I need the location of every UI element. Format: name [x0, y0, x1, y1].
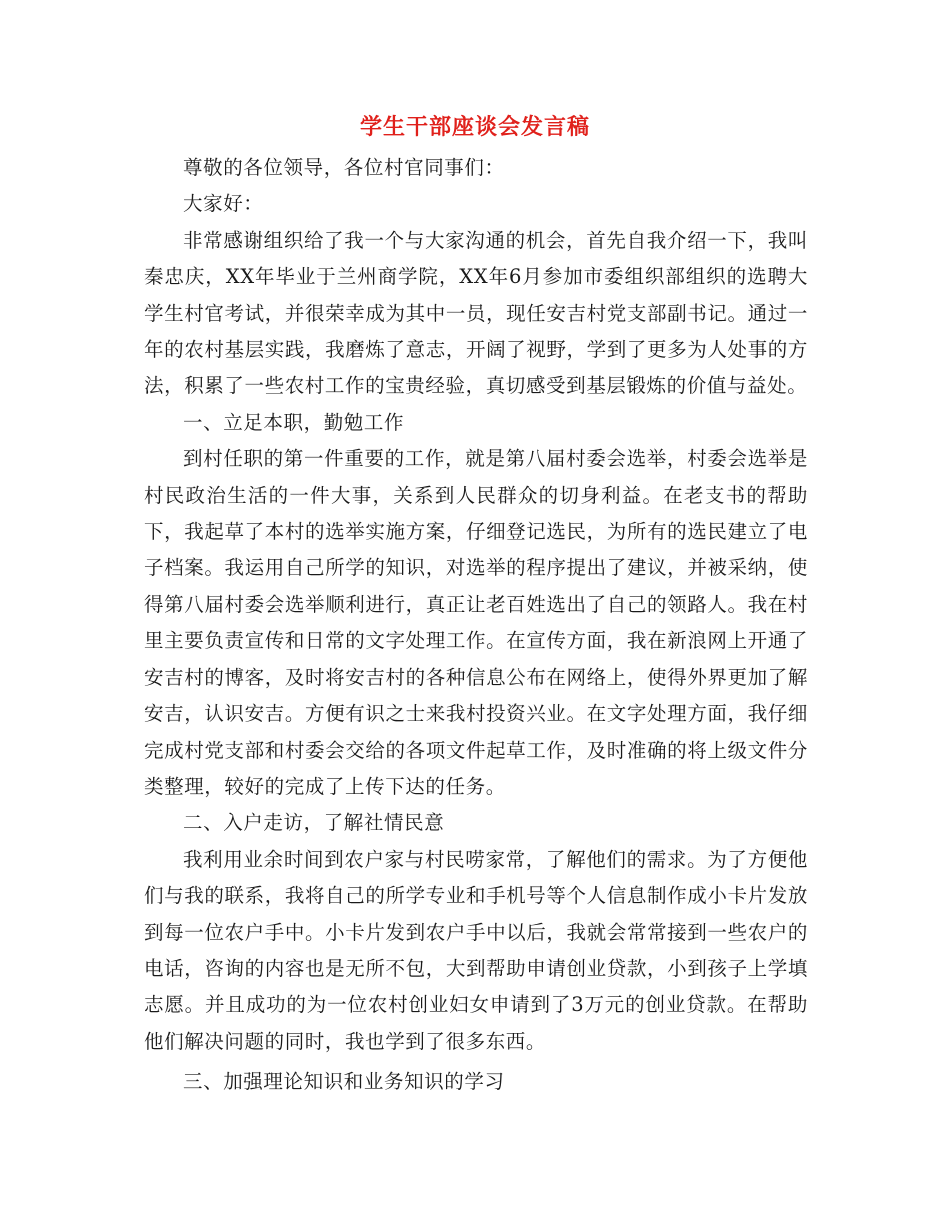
section-2-paragraph: 我利用业余时间到农户家与村民唠家常，了解他们的需求。为了方便他们与我的联系，我将自己的所学专业和手机号等个人信息制作成小卡片发放到每一位农户手中。小卡片发到农户手中以后，我就会常常接到一些农户的电话，咨询的内容也是无所不包，大到帮助申请创业贷款，小到孩子上学填志愿。并且成功的为一位农村创业妇女申请到了3万元的创业贷款。在帮助他们解决问题的同时，我也学到了很多东西。 [144, 847, 808, 1053]
intro-paragraph: 非常感谢组织给了我一个与大家沟通的机会，首先自我介绍一下，我叫秦忠庆，XX年毕业于兰州商学院，XX年6月参加市委组织部组织的选聘大学生村官考试，并很荣幸成为其中一员，现任安吉村党支部副书记。通过一年的农村基层实践，我磨炼了意志，开阔了视野，学到了更多为人处事的方法，积累了一些农村工作的宝贵经验，真切感受到基层锻炼的价值与益处。 [144, 228, 808, 398]
section-heading-2: 二、入户走访，了解社情民意 [183, 811, 445, 835]
section-heading-1: 一、立足本职，勤勉工作 [183, 410, 405, 434]
greeting: 大家好： [183, 192, 264, 216]
section-heading-3: 三、加强理论知识和业务知识的学习 [183, 1070, 505, 1094]
document-body [144, 150, 808, 1101]
salutation: 尊敬的各位领导，各位村官同事们： [183, 156, 505, 179]
document-title: 学生干部座谈会发言稿 [359, 114, 590, 140]
section-1-paragraph: 到村任职的第一件重要的工作，就是第八届村委会选举，村委会选举是村民政治生活的一件大事，关系到人民群众的切身利益。在老支书的帮助下，我起草了本村的选举实施方案，仔细登记选民，为所有的选民建立了电子档案。我运用自己所学的知识，对选举的程序提出了建议，并被采纳，使得第八届村委会选举顺利进行，真正让老百姓选出了自己的领路人。我在村里主要负责宣传和日常的文字处理工作。在宣传方面，我在新浪网上开通了安吉村的博客，及时将安吉村的各种信息公布在网络上，使得外界更加了解安吉，认识安吉。方便有识之士来我村投资兴业。在文字处理方面，我仔细完成村党支部和村委会交给的各项文件起草工作，及时准确的将上级文件分类整理，较好的完成了上传下达的任务。 [144, 447, 808, 798]
